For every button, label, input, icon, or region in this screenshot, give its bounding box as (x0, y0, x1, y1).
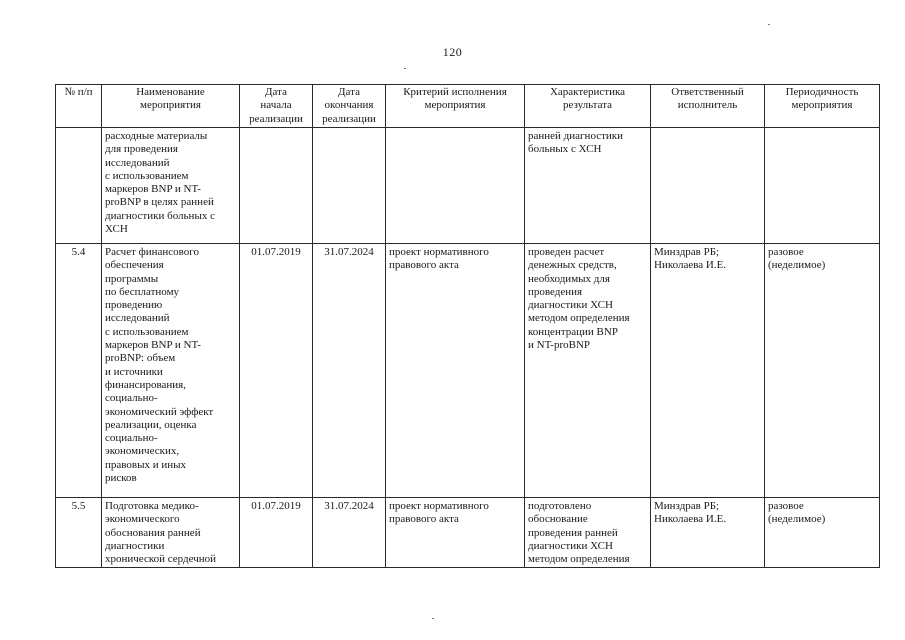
periodicity-cell (765, 498, 880, 568)
start-date: 01.07.2019 (240, 244, 313, 498)
row-number-cell (56, 498, 102, 568)
scan-speck (404, 68, 406, 69)
criterion: проект нормативного правового акта (389, 500, 489, 526)
action-plan-table (55, 84, 880, 568)
end-date: 31.07.2024 (324, 500, 374, 512)
table-row (56, 498, 880, 568)
row-number: 5.5 (71, 500, 86, 512)
criterion-cell (386, 498, 525, 568)
result-description: проведен расчет денежных средств, необходимых для проведения диагностики ХСН методом определения концентрации BNP и NT-proBNP (525, 244, 651, 498)
activity-name: Подготовка медико- экономического обоснования ранней диагностики хронической сердечной (105, 500, 217, 566)
row-number (56, 128, 102, 244)
row-number: 5.4 (56, 244, 102, 498)
scan-speck (432, 618, 434, 619)
periodicity: разовое (неделимое) (765, 244, 880, 498)
responsible-cell (651, 498, 765, 568)
responsible: Минздрав РБ; Николаева И.Е. (651, 244, 765, 498)
table-header-row (56, 85, 880, 128)
activity-name: расходные материалы для проведения исследований с использованием маркеров BNP и NT- proBNP в целях ранней диагностики больных с ХСН (102, 128, 240, 244)
header-periodicity: Периодичность мероприятия (765, 85, 880, 128)
page-number: 120 (442, 45, 463, 59)
end-date: 31.07.2024 (313, 244, 386, 498)
activity-name: Расчет финансового обеспечения программы по бесплатному проведению исследований с использованием маркеров BNP и NT- proBNP: объем и источники финансирования, социально- экономический эффект реализации, оценка социально- экономических, правовых и иных рисков (102, 244, 240, 498)
criterion (386, 128, 525, 244)
scan-speck (768, 24, 770, 25)
result-description-cell (525, 498, 651, 568)
start-date-cell (240, 498, 313, 568)
table-row (56, 244, 880, 498)
header-responsible: Ответственный исполнитель (651, 85, 765, 128)
header-number: № п/п (56, 85, 102, 128)
header-end-date: Дата окончания реализации (313, 85, 386, 128)
criterion: проект нормативного правового акта (386, 244, 525, 498)
header-result: Характеристика результата (525, 85, 651, 128)
responsible: Минздрав РБ; Николаева И.Е. (654, 500, 727, 526)
end-date (313, 128, 386, 244)
result-description: подготовлено обоснование проведения ранней диагностики ХСН методом определения (528, 500, 630, 566)
table-row (56, 128, 880, 244)
header-criterion: Критерий исполнения мероприятия (386, 85, 525, 128)
activity-name-cell (102, 498, 240, 568)
periodicity (765, 128, 880, 244)
periodicity: разовое (неделимое) (768, 500, 826, 526)
result-description: ранней диагностики больных с ХСН (525, 128, 651, 244)
responsible (651, 128, 765, 244)
start-date (240, 128, 313, 244)
header-start-date: Дата начала реализации (240, 85, 313, 128)
end-date-cell (313, 498, 386, 568)
header-activity-name: Наименование мероприятия (102, 85, 240, 128)
start-date: 01.07.2019 (251, 500, 301, 512)
